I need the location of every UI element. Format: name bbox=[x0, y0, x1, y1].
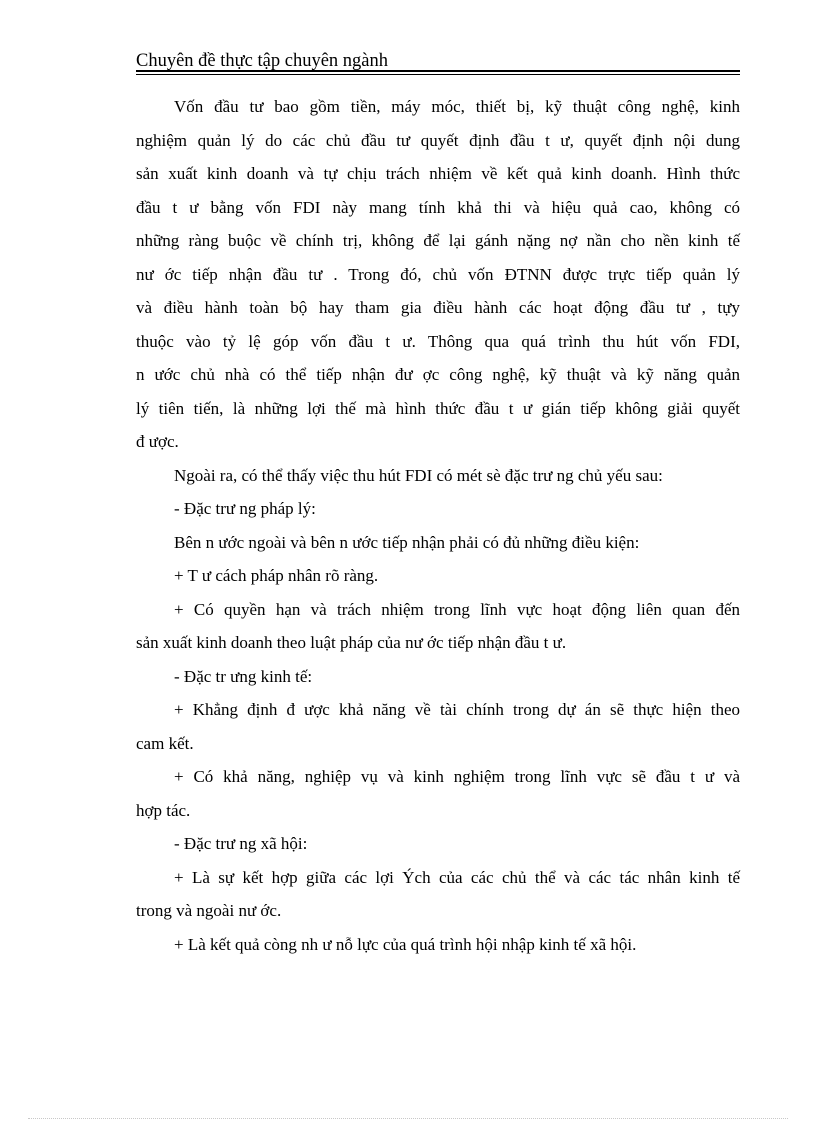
page-bottom-dotted-border bbox=[28, 1118, 788, 1119]
paragraph-line: và điều hành toàn bộ hay tham gia điều hành các hoạt động đầu tư , tựy bbox=[136, 298, 740, 317]
list-item: + Là sự kết hợp giữa các lợi Ých của các chủ thể và các tác nhân kinh tế bbox=[174, 867, 740, 887]
paragraph-line: đ ược. bbox=[136, 432, 179, 451]
section-heading: - Đặc trư ng pháp lý: bbox=[174, 499, 316, 518]
page-header bbox=[136, 50, 740, 74]
header-rule-thin bbox=[136, 74, 740, 75]
list-item: + T ư cách pháp nhân rõ ràng. bbox=[174, 566, 379, 585]
list-item: + Là kết quả còng nh ư nỗ lực của quá trình hội nhập kinh tế xã hội. bbox=[174, 934, 637, 954]
paragraph-line: n ước chủ nhà có thể tiếp nhận đư ợc công nghệ, kỹ thuật và kỹ năng quản bbox=[136, 365, 740, 384]
list-item-continuation: sản xuất kinh doanh theo luật pháp của nư ớc tiếp nhận đầu t ư. bbox=[136, 633, 567, 652]
list-item-continuation: cam kết. bbox=[136, 733, 194, 753]
paragraph-line: thuộc vào tỷ lệ góp vốn đầu t ư. Thông qua quá trình thu hút vốn FDI, bbox=[136, 331, 740, 351]
header-rule-thick bbox=[136, 70, 740, 72]
header-title: Chuyên đề thực tập chuyên ngành bbox=[136, 51, 388, 71]
section-heading: - Đặc tr ưng kinh tế: bbox=[174, 666, 313, 686]
list-item-continuation: trong và ngoài nư ớc. bbox=[136, 901, 282, 920]
paragraph-line: nghiệm quản lý do các chủ đầu tư quyết định đầu t ư, quyết định nội dung bbox=[136, 130, 740, 150]
list-item-continuation: hợp tác. bbox=[136, 800, 191, 820]
paragraph-line: sản xuất kinh doanh và tự chịu trách nhiệm về kết quả kinh doanh. Hình thức bbox=[136, 164, 740, 183]
list-item: + Có quyền hạn và trách nhiệm trong lĩnh vực hoạt động liên quan đến bbox=[174, 599, 740, 619]
paragraph-line: Ngoài ra, có thể thấy việc thu hút FDI có mét sè đặc trư ng chủ yếu sau: bbox=[174, 465, 663, 485]
paragraph-line: Vốn đầu tư bao gồm tiền, máy móc, thiết bị, kỹ thuật công nghệ, kinh bbox=[174, 97, 740, 116]
paragraph-line: đầu t ư bằng vốn FDI này mang tính khả thi và hiệu quả cao, không có bbox=[136, 197, 740, 217]
paragraph-line: nư ớc tiếp nhận đầu tư . Trong đó, chủ vốn ĐTNN được trực tiếp quản lý bbox=[136, 264, 740, 284]
list-item: + Khẳng định đ ược khả năng về tài chính trong dự án sẽ thực hiện theo bbox=[174, 700, 740, 719]
paragraph-line: Bên n ước ngoài và bên n ước tiếp nhận phải có đủ những điều kiện: bbox=[174, 532, 640, 552]
section-heading: - Đặc trư ng xã hội: bbox=[174, 834, 308, 853]
paragraph-line: những ràng buộc về chính trị, không để lại gánh nặng nợ nần cho nền kinh tế bbox=[136, 231, 740, 250]
list-item: + Có khả năng, nghiệp vụ và kinh nghiệm trong lĩnh vực sẽ đầu t ư và bbox=[174, 767, 740, 786]
paragraph-line: lý tiên tiến, là những lợi thế mà hình thức đầu t ư gián tiếp không giải quyết bbox=[136, 398, 740, 418]
document-body bbox=[136, 90, 740, 961]
